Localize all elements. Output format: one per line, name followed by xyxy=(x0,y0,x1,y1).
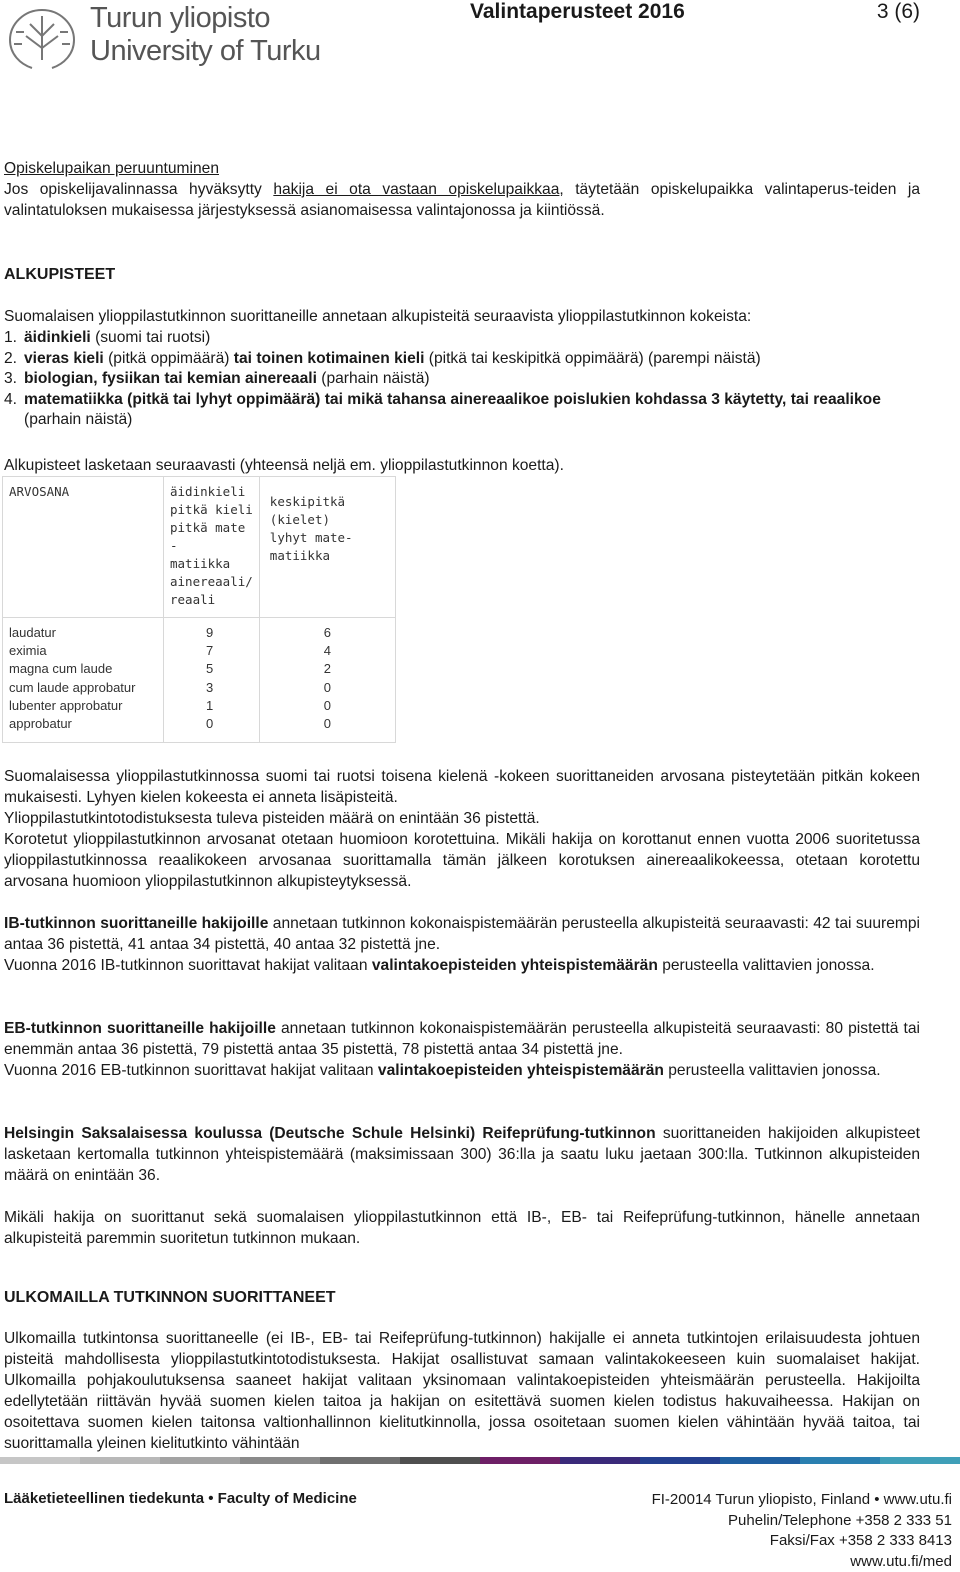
points-cell: 0 xyxy=(324,715,331,733)
points-cell: 7 xyxy=(206,642,217,660)
points-cell: 1 xyxy=(206,697,217,715)
table-body-row xyxy=(3,618,396,743)
eb-bold: EB-tutkinnon suorittaneille hakijoille xyxy=(4,1020,276,1037)
list-bold: matematiikka (pitkä tai lyhyt oppimäärä) tai mikä tahansa ainereaalikoe poislukien kohdassa 3 käytetty, tai reaalikoe xyxy=(24,391,881,408)
ib-text: annetaan tutkinnon kokonaispistemäärän perusteella alkupisteitä seuraavasti: 42 tai suurempi antaa 36 pistettä, 41 antaa 34 pistettä, 40 antaa 32 pistettä jne. xyxy=(4,915,920,953)
eb-2016-paragraph xyxy=(4,1060,920,1081)
list-bold: vieras kieli xyxy=(24,350,104,367)
points-cell: 0 xyxy=(324,697,331,715)
points-cell: 6 xyxy=(324,624,331,642)
page-number: 3 (6) xyxy=(877,0,920,24)
peruuntuminen-paragraph xyxy=(4,179,920,221)
header-line: reaali xyxy=(170,591,253,609)
header-line: pitkä mate - xyxy=(170,519,253,555)
eb2-bold: valintakoepisteiden yhteispistemäärän xyxy=(378,1062,664,1079)
list-text xyxy=(24,349,761,370)
footer-color-bar xyxy=(0,1457,960,1464)
heading-alkupisteet: ALKUPISTEET xyxy=(4,266,115,284)
footer-phone: Puhelin/Telephone +358 2 333 51 xyxy=(652,1511,952,1532)
footer-bar-segment xyxy=(80,1457,160,1464)
section-title-peruuntuminen: Opiskelupaikan peruuntuminen xyxy=(4,158,920,179)
grade-cell: cum laude approbatur xyxy=(9,679,157,697)
list-normal: (pitkä tai keskipitkä oppimäärä) (parempi näistä) xyxy=(424,350,760,367)
list-item xyxy=(4,328,934,349)
list-number: 2. xyxy=(4,349,24,370)
max-points-paragraph: Ylioppilastutkintotodistuksesta tuleva pisteiden määrä on enintään 36 pistettä. xyxy=(4,808,920,829)
footer-fax: Faksi/Fax +358 2 333 8413 xyxy=(652,1531,952,1552)
list-bold: äidinkieli xyxy=(24,329,91,346)
header-line: matiikka xyxy=(170,555,253,573)
list-number: 1. xyxy=(4,328,24,349)
footer-bar-segment xyxy=(160,1457,240,1464)
points-cell: 2 xyxy=(324,660,331,678)
header-line: matiikka xyxy=(270,547,385,565)
peruuntuminen-text-post: , täytetään opiskelupaikka valintaperus-teiden ja valintatuloksen mukaisessa järjestyksessä asianomaisessa valintajonossa ja kiintiössä. xyxy=(4,181,920,219)
footer-bar-segment xyxy=(560,1457,640,1464)
footer-web: www.utu.fi/med xyxy=(652,1552,952,1572)
peruuntuminen-underlined: hakija ei ota vastaan opiskelupaikkaa xyxy=(273,181,559,198)
short-points xyxy=(260,618,395,739)
grade-cell: approbatur xyxy=(9,715,157,733)
grade-cell: magna cum laude xyxy=(9,660,157,678)
header-line: ainereaali/ xyxy=(170,573,253,591)
grade-cell: laudatur xyxy=(9,624,157,642)
document-title: Valintaperusteet 2016 xyxy=(470,0,685,24)
eb2-post: perusteella valittavien jonossa. xyxy=(664,1062,881,1079)
ib-paragraph xyxy=(4,913,920,955)
list-bold: biologian, fysiikan tai kemian ainereaali xyxy=(24,370,317,387)
header-line: pitkä kieli xyxy=(170,501,253,519)
list-item xyxy=(4,369,934,390)
long-points xyxy=(164,618,259,739)
footer-bar-segment xyxy=(320,1457,400,1464)
list-number: 4. xyxy=(4,390,24,431)
footer-bar-segment xyxy=(0,1457,80,1464)
list-normal: (parhain näistä) xyxy=(24,411,132,428)
eb2-pre: Vuonna 2016 EB-tutkinnon suorittavat hakijat valitaan xyxy=(4,1062,378,1079)
logo-line-1: Turun yliopisto xyxy=(90,2,321,35)
university-wordmark xyxy=(90,2,321,68)
grade-cell: lubenter approbatur xyxy=(9,697,157,715)
header-line: (kielet) xyxy=(270,511,385,529)
list-text xyxy=(24,369,430,390)
column-header-long xyxy=(164,477,259,615)
points-cell: 5 xyxy=(206,660,217,678)
footer-contact xyxy=(652,1490,952,1572)
footer-bar-segment xyxy=(400,1457,480,1464)
ulkomailla-paragraph: Ulkomailla tutkintonsa suorittaneelle (ei IB-, EB- tai Reifeprüfung-tutkinnon) hakijalle ei anneta tutkintojen erilaisuudesta johtuen pisteitä mahdollisesta ylioppilastutkintotodistuksesta. Hakijat osallistuvat samaan valintakokeeseen kuin suomalaiset hakijat. Ulkomailla pohjakoulutuksensa saaneet hakijat valitaan yksinomaan valintakoepisteiden yhteismäärän perusteella. Hakijoilta edellytetään riittävän hyvää suomen kielen taitoa ja hakijan on esitettävä suomen kielen todistus hakuvaiheessa. Hakijan on osoitettava suomen kielen taitonsa valtionhallinnon kielitutkinnolla, jossa osoitetaan suomen kielen vähintään hyvää taitoa, tai suorittamalla yleinen kielitutkinto vähintään xyxy=(4,1328,920,1454)
dsh-text: suorittaneiden hakijoiden alkupisteet lasketaan kertomalla tutkinnon yhteispistemäärä (maksimissaan 300) 36:lla ja saatu luku jaetaan 300:lla. Tutkinnon alkupisteiden määrä on enintään 36. xyxy=(4,1125,920,1184)
finnish-language-paragraph: Suomalaisessa ylioppilastutkinnossa suomi tai ruotsi toisena kielenä -kokeen suorittaneiden arvosana pisteytetään pitkän kokeen mukaisesti. Lyhyen kielen kokeesta ei anneta lisäpisteitä. xyxy=(4,766,920,808)
alkupisteet-intro: Suomalaisen ylioppilastutkinnon suorittaneille annetaan alkupisteitä seuraavista ylioppilastutkinnon kokeista: xyxy=(4,306,920,327)
list-text xyxy=(24,390,924,431)
both-degrees-paragraph: Mikäli hakija on suorittanut sekä suomalaisen ylioppilastutkinnon että IB-, EB- tai Reifeprüfung-tutkinnon, hänelle annetaan alkupisteitä paremmin suoritetun tutkinnon mukaan. xyxy=(4,1207,920,1249)
points-cell: 0 xyxy=(206,715,217,733)
eb-text: annetaan tutkinnon kokonaispistemäärän perusteella alkupisteitä seuraavasti: 80 pistettä tai enemmän antaa 36 pistettä, 79 pistettä antaa 35 pistettä, 78 pistettä antaa 34 pistettä jne. xyxy=(4,1020,920,1058)
grade-cell: eximia xyxy=(9,642,157,660)
peruuntuminen-text-pre: Jos opiskelijavalinnassa hyväksytty xyxy=(4,181,273,198)
ib2-pre: Vuonna 2016 IB-tutkinnon suorittavat hakijat valitaan xyxy=(4,957,372,974)
ib-bold: IB-tutkinnon suorittaneille hakijoille xyxy=(4,915,268,932)
header-line: keskipitkä xyxy=(270,493,385,511)
ib2-post: perusteella valittavien jonossa. xyxy=(658,957,875,974)
exam-list xyxy=(4,328,934,431)
dsh-paragraph xyxy=(4,1123,920,1186)
points-cell: 4 xyxy=(324,642,331,660)
raised-grades-paragraph: Korotetut ylioppilastutkinnon arvosanat otetaan huomioon korotettuina. Mikäli hakija on korottanut ennen vuotta 2006 suoritetussa ylioppilastutkinnossa reaalikokeen arvosanaa suorittamalla tämän jälkeen korotuksen ainereaalikokeessa, otetaan korotettu arvosana huomioon ylioppilastutkinnon alkupisteytyksessä. xyxy=(4,829,920,892)
footer-bar-segment xyxy=(880,1457,960,1464)
points-cell: 9 xyxy=(206,624,217,642)
footer-bar-segment xyxy=(800,1457,880,1464)
column-header-arvosana: ARVOSANA xyxy=(3,477,163,507)
list-normal: (suomi tai ruotsi) xyxy=(91,329,211,346)
footer-faculty: Lääketieteellinen tiedekunta • Faculty of Medicine xyxy=(4,1490,357,1507)
list-bold: tai toinen kotimainen kieli xyxy=(234,350,425,367)
list-item xyxy=(4,349,934,370)
heading-ulkomailla: ULKOMAILLA TUTKINNON SUORITTANEET xyxy=(4,1289,336,1307)
grade-names xyxy=(3,618,163,739)
header-line: äidinkieli xyxy=(170,483,253,501)
table-header-row xyxy=(3,477,396,618)
footer-bar-segment xyxy=(640,1457,720,1464)
ib-2016-paragraph xyxy=(4,955,920,976)
grades-table xyxy=(2,476,396,743)
dsh-bold: Helsingin Saksalaisessa koulussa (Deutsche Schule Helsinki) Reifeprüfung-tutkinnon xyxy=(4,1125,656,1142)
list-normal: (parhain näistä) xyxy=(317,370,430,387)
list-number: 3. xyxy=(4,369,24,390)
eb-paragraph xyxy=(4,1018,920,1060)
footer-bar-segment xyxy=(240,1457,320,1464)
footer-bar-segment xyxy=(720,1457,800,1464)
footer-address: FI-20014 Turun yliopisto, Finland • www.utu.fi xyxy=(652,1490,952,1511)
list-item xyxy=(4,390,934,431)
ib2-bold: valintakoepisteiden yhteispistemäärän xyxy=(372,957,658,974)
list-normal: (pitkä oppimäärä) xyxy=(104,350,234,367)
points-cell: 0 xyxy=(324,679,331,697)
logo-line-2: University of Turku xyxy=(90,35,321,68)
column-header-short xyxy=(260,477,395,581)
calc-note: Alkupisteet lasketaan seuraavasti (yhteensä neljä em. ylioppilastutkinnon koetta). xyxy=(4,455,920,476)
header-line: lyhyt mate- xyxy=(270,529,385,547)
points-cell: 3 xyxy=(206,679,217,697)
university-seal-logo xyxy=(2,2,82,72)
list-text xyxy=(24,328,210,349)
footer-bar-segment xyxy=(480,1457,560,1464)
